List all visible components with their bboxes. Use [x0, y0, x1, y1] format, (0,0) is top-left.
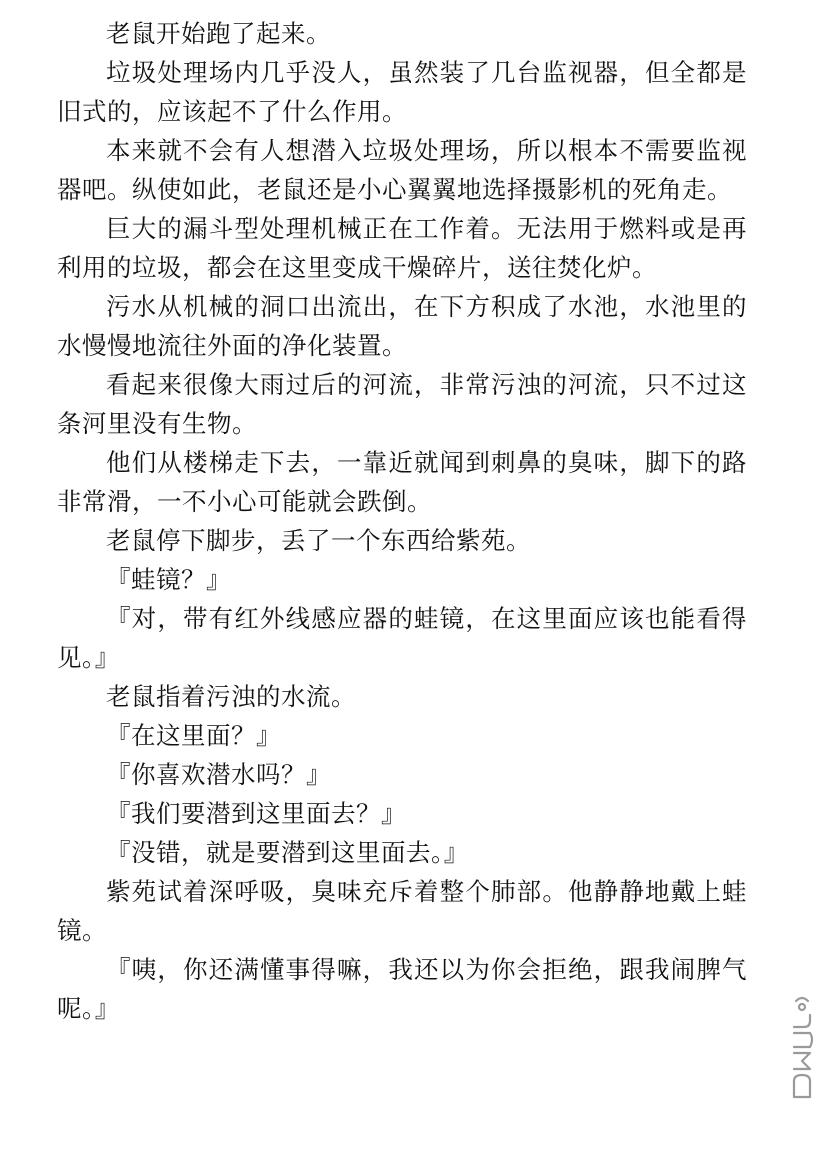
paragraph: 污水从机械的洞口出流出，在下方积成了水池，水池里的水慢慢地流往外面的净化装置。	[57, 292, 747, 360]
paragraph: 看起来很像大雨过后的河流，非常污浊的河流，只不过这条河里没有生物。	[57, 370, 747, 438]
paragraph: 老鼠指着污浊的水流。	[106, 682, 356, 711]
paragraph: 垃圾处理场内几乎没人，虽然装了几台监视器，但全都是旧式的，应该起不了什么作用。	[57, 58, 747, 126]
dialogue-line: 『没错，就是要潜到这里面去。』	[106, 838, 469, 867]
dialogue-line: 『蛙镜？』	[106, 565, 231, 594]
watermark-logo-icon	[786, 993, 818, 1103]
paragraph: 本来就不会有人想潜入垃圾处理场，所以根本不需要监视器吧。纵使如此，老鼠还是小心翼翼地选择摄影机的死角走。	[57, 136, 747, 204]
dialogue-line: 『你喜欢潜水吗？』	[106, 760, 331, 789]
dialogue-line: 『在这里面？』	[106, 721, 281, 750]
document-page	[57, 14, 747, 1028]
paragraph: 老鼠开始跑了起来。	[106, 19, 331, 48]
dialogue-line: 『对，带有红外线感应器的蛙镜，在这里面应该也能看得见。』	[57, 604, 747, 672]
paragraph: 巨大的漏斗型处理机械正在工作着。无法用于燃料或是再利用的垃圾，都会在这里变成干燥碎片，送往焚化炉。	[57, 214, 747, 282]
paragraph: 老鼠停下脚步，丢了一个东西给紫苑。	[106, 526, 531, 555]
dialogue-line: 『我们要潜到这里面去？』	[106, 799, 406, 828]
watermark-logo	[786, 993, 818, 1103]
paragraph: 他们从楼梯走下去，一靠近就闻到刺鼻的臭味，脚下的路非常滑，一不小心可能就会跌倒。	[57, 448, 747, 516]
paragraph: 紫苑试着深呼吸，臭味充斥着整个肺部。他静静地戴上蛙镜。	[57, 877, 747, 945]
dialogue-line: 『咦，你还满懂事得嘛，我还以为你会拒绝，跟我闹脾气呢。』	[57, 955, 747, 1023]
